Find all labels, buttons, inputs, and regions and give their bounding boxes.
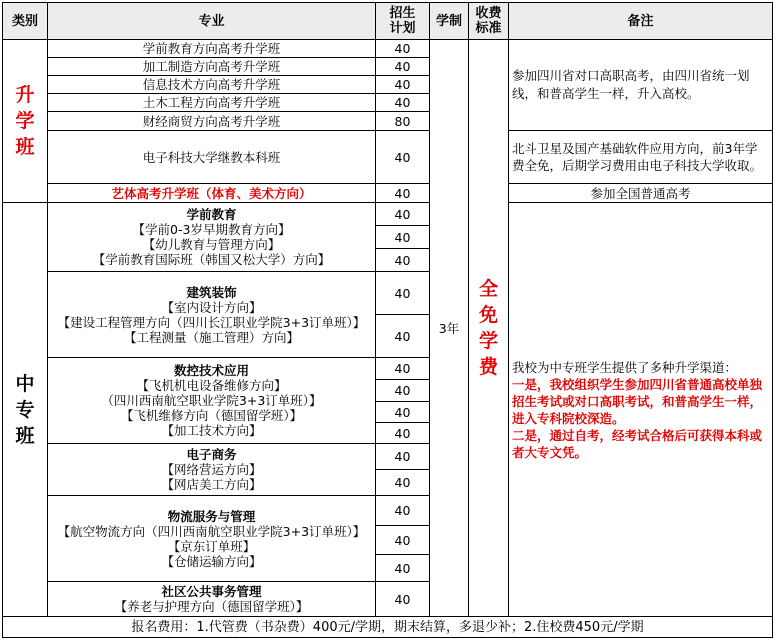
note-art-sports: 参加全国普通高考 [508,183,773,203]
note-secondary [508,202,773,617]
group-item: 【养老与护理方向（德国留学班）】 [114,599,309,614]
header-major: 专业 [47,2,376,40]
plan-cell: 40 [375,39,430,58]
group-item: （四川西南航空职业学院3+3订单班）】 [101,393,322,408]
plan-cell: 40 [375,581,430,617]
group-item: 【京东订单班】 [167,538,256,554]
group-ecommerce [47,443,376,496]
category-upgrade-class: 升学班 [2,39,48,203]
group-item: 【室内设计方向】 [161,299,262,315]
header-fee: 收费标准 [468,2,509,40]
plan-cell: 40 [375,379,430,402]
major-cell: 学前教育方向高考升学班 [47,39,376,58]
category-secondary-class: 中专班 [2,202,48,617]
group-item: 【飞机机电设备维修方向】 [136,378,287,393]
plan-cell: 40 [375,183,430,203]
group-title: 学前教育 [186,207,237,222]
plan-cell: 40 [375,225,430,249]
note-intro: 我校为中专班学生提供了多种升学渠道： [512,359,738,375]
plan-cell: 40 [375,443,430,470]
group-item: 【加工技术方向】 [161,423,262,438]
group-title: 数控技术应用 [173,363,249,378]
plan-cell: 40 [375,554,430,582]
group-item: 【工程测量（施工管理）方向】 [123,329,299,345]
plan-cell: 40 [375,357,430,380]
plan-cell: 40 [375,93,430,112]
plan-cell: 40 [375,469,430,496]
plan-cell: 40 [375,248,430,272]
group-item: 【网店美工方向】 [161,477,262,492]
group-item: 【学前0-3岁早期教育方向】 [132,222,291,237]
plan-cell: 40 [375,271,430,315]
group-title: 建筑装饰 [186,284,237,300]
group-title: 电子商务 [186,447,237,462]
major-cell: 财经商贸方向高考升学班 [47,111,376,131]
plan-cell: 40 [375,422,430,444]
group-title: 社区公共事务管理 [161,584,262,599]
plan-cell: 40 [375,130,430,184]
fee-cell: 全免学费 [468,39,509,617]
group-construction [47,271,376,358]
group-item: 【网络营运方向】 [161,462,262,477]
plan-cell: 40 [375,75,430,94]
plan-cell: 40 [375,314,430,358]
group-logistics [47,495,376,582]
plan-cell: 40 [375,401,430,423]
plan-cell: 40 [375,495,430,526]
registration-fee-footer: 报名费用：1.代管费（书杂费）400元/学期，期末结算，多退少补；2.住校费450元/学期 [2,616,773,638]
group-item: 【幼儿教育与管理方向】 [142,237,281,252]
note-path-one: 一是，我校组织学生参加四川省普通高校单独招生考试或对口高职考试，和普高学生一样，进入专科院校深造。 [512,376,763,426]
header-category: 类别 [2,2,48,40]
note-upgrade: 参加四川省对口高职高考，由四川省统一划线，和普高学生一样，升入高校。 [508,39,773,131]
header-duration: 学制 [429,2,469,40]
group-title: 物流服务与管理 [167,508,256,524]
plan-cell: 40 [375,525,430,555]
group-item: 【建设工程管理方向（四川长江职业学院3+3订单班）】 [57,314,366,330]
note-uestc: 北斗卫星及国产基础软件应用方向，前3年学费全免，后期学习费用由电子科技大学收取。 [508,130,773,184]
header-plan: 招生计划 [375,2,430,40]
major-cell-art-sports: 艺体高考升学班（体育、美术方向） [47,183,376,203]
group-cnc [47,357,376,444]
group-item: 【学前教育国际班（韩国又松大学）方向】 [92,252,331,267]
group-preschool [47,202,376,272]
major-cell: 电子科技大学继教本科班 [47,130,376,184]
header-notes: 备注 [508,2,773,40]
plan-cell: 40 [375,57,430,76]
major-cell: 土木工程方向高考升学班 [47,93,376,112]
major-cell: 加工制造方向高考升学班 [47,57,376,76]
group-item: 【航空物流方向（四川西南航空职业学院3+3订单班）】 [57,523,366,539]
group-item: 【仓储运输方向】 [161,553,262,569]
group-community [47,581,376,617]
major-cell: 信息技术方向高考升学班 [47,75,376,94]
plan-cell: 80 [375,111,430,131]
plan-cell: 40 [375,202,430,226]
note-path-two: 二是，通过自考，经考试合格后可获得本科或者大专文凭。 [512,427,763,460]
duration-cell: 3年 [429,39,469,617]
group-item: 【飞机维修方向（德国留学班）】 [120,408,303,423]
